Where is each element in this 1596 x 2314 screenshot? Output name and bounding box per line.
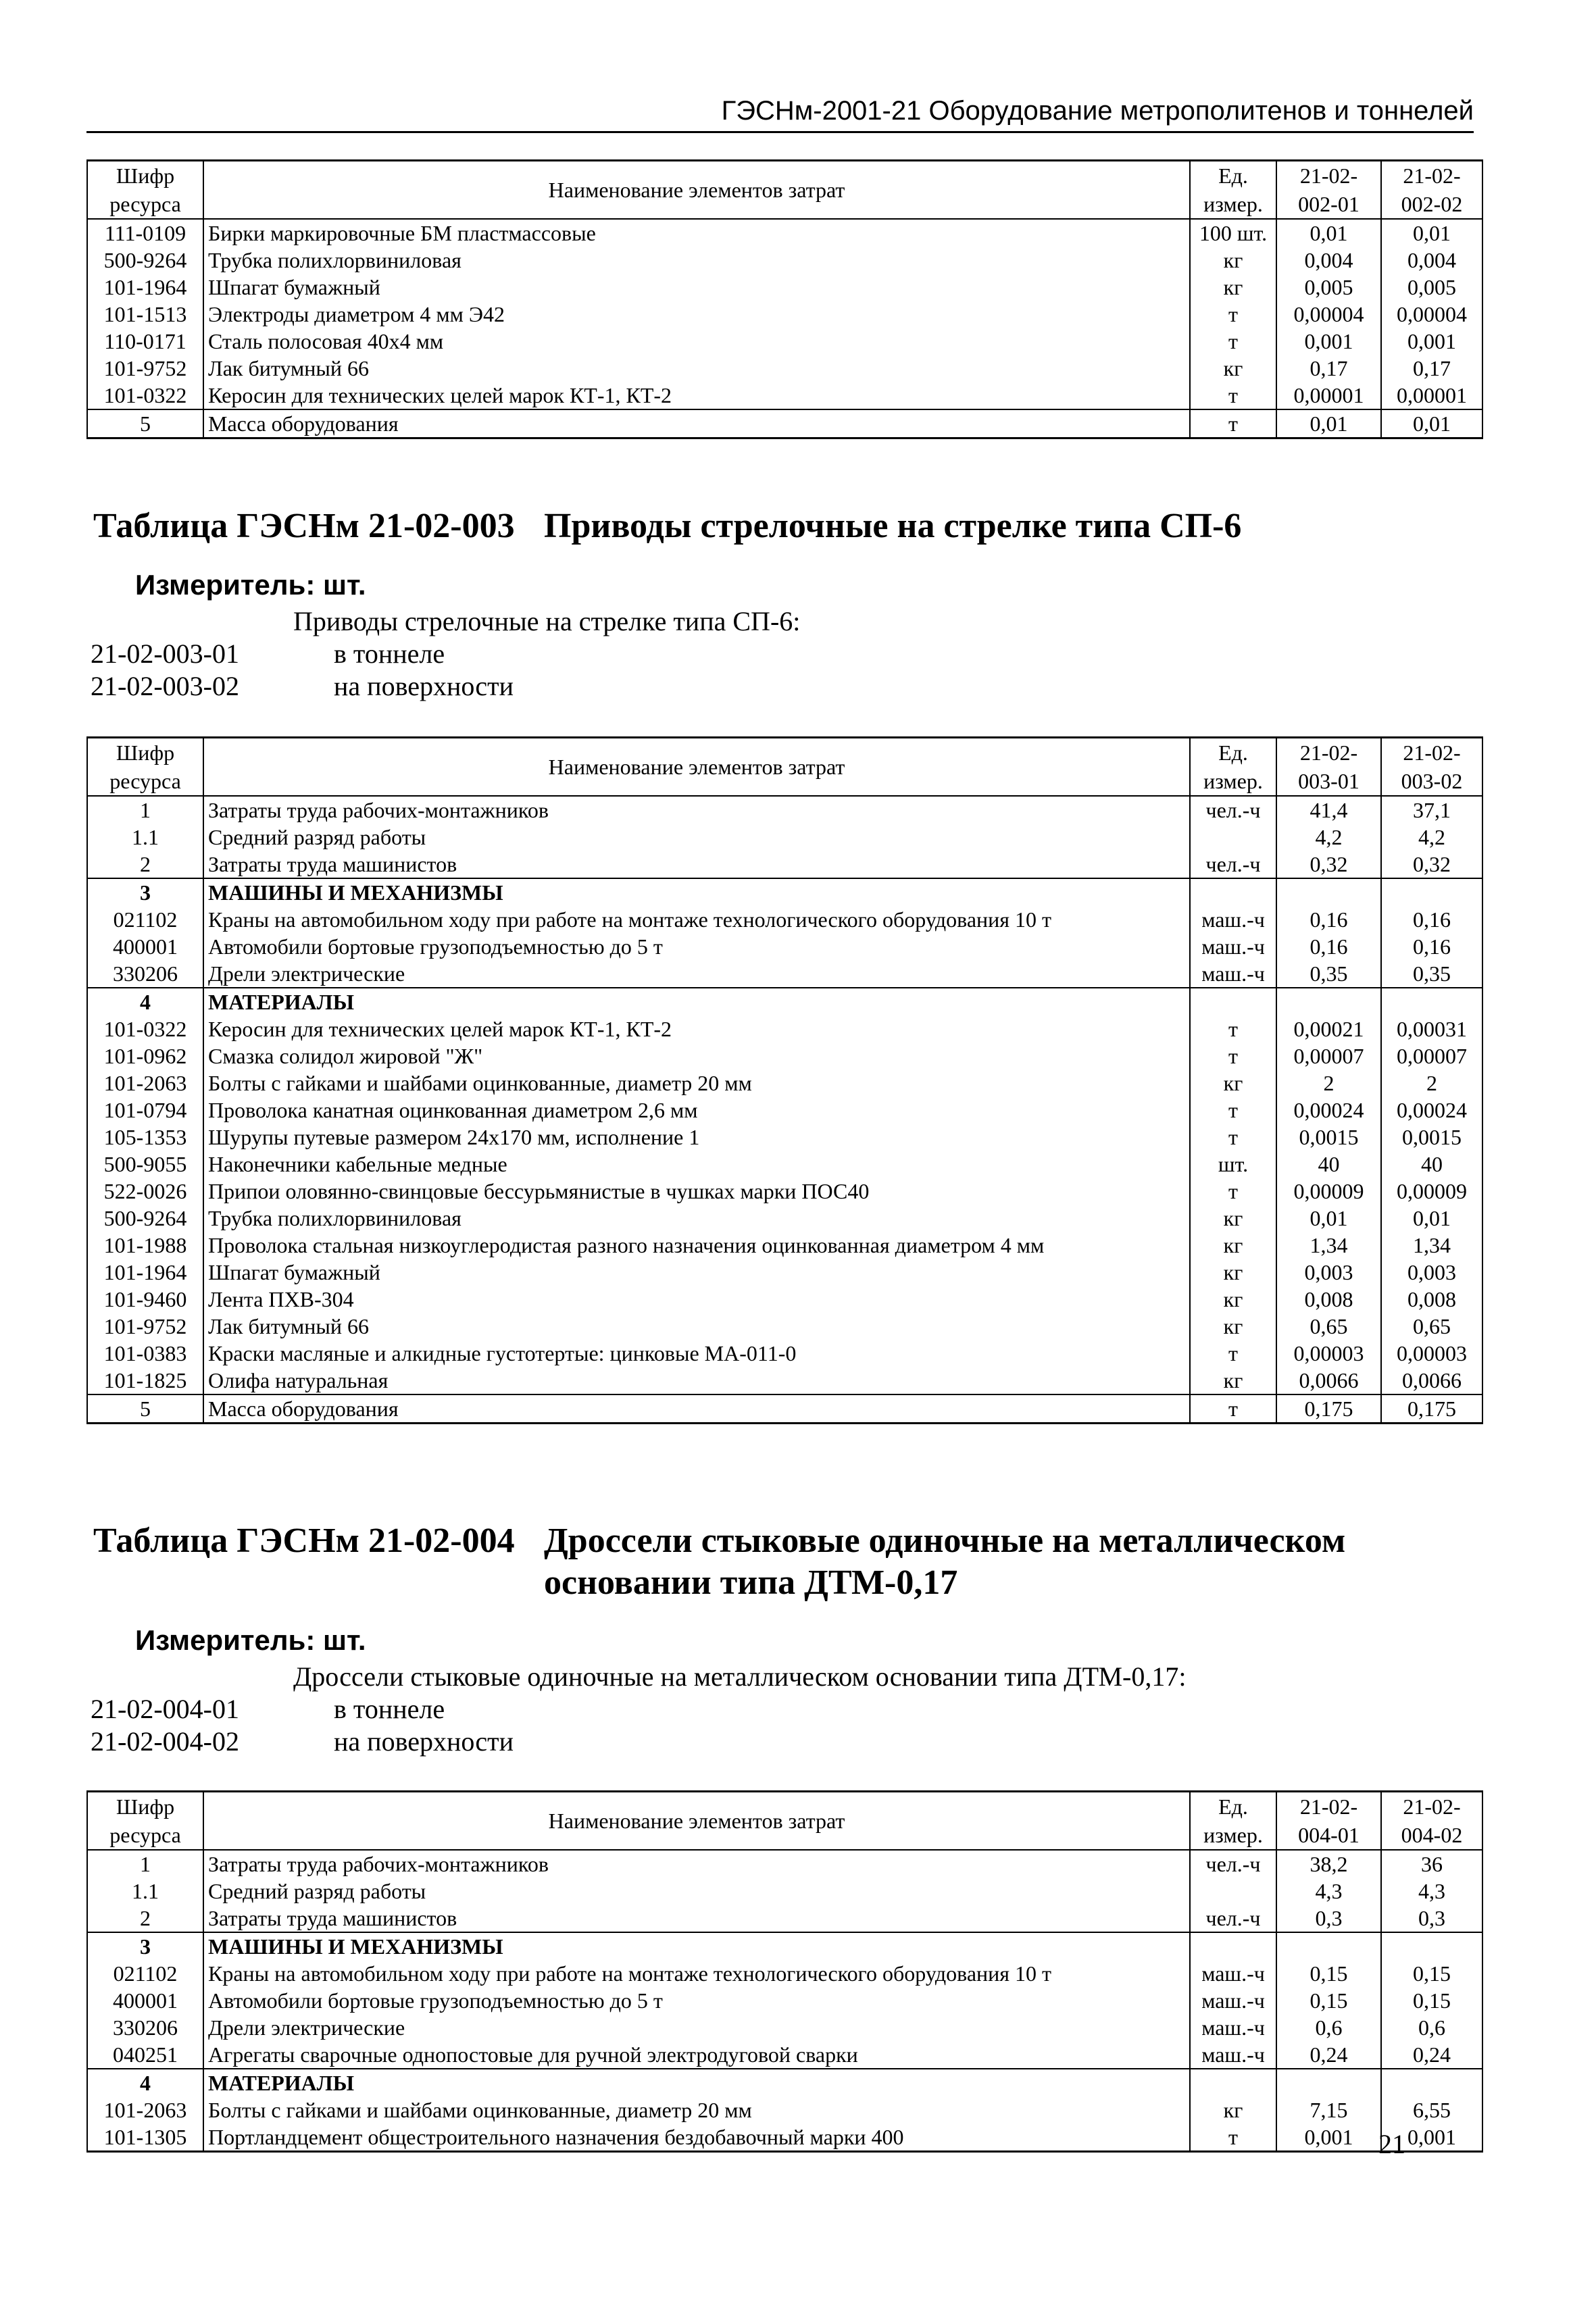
cell-name: Затраты труда машинистов — [203, 851, 1190, 878]
cell-code: 2 — [87, 851, 203, 878]
cell-variant-1 — [1276, 988, 1381, 1015]
cell-name: Проволока канатная оцинкованная диаметром 2,6 мм — [203, 1097, 1190, 1124]
cell-name: Дрели электрические — [203, 2014, 1190, 2041]
cell-variant-2: 0,01 — [1381, 219, 1482, 247]
cell-variant-2: 0,65 — [1381, 1313, 1482, 1340]
cell-unit: маш.-ч — [1190, 960, 1276, 988]
cell-code: 105-1353 — [87, 1124, 203, 1151]
table-header-row — [87, 161, 1482, 220]
cell-variant-2 — [1381, 1932, 1482, 1960]
table-row — [87, 1205, 1482, 1232]
cell-variant-2: 0,00031 — [1381, 1015, 1482, 1042]
cell-variant-2: 4,2 — [1381, 824, 1482, 851]
cell-variant-1: 1,34 — [1276, 1232, 1381, 1259]
col-header-variant-1: 21-02-003-01 — [1276, 738, 1381, 797]
table-row — [87, 1124, 1482, 1151]
cell-variant-1: 0,35 — [1276, 960, 1381, 988]
cell-variant-2 — [1381, 2069, 1482, 2096]
cell-name: Масса оборудования — [203, 1394, 1190, 1424]
cell-code: 101-1825 — [87, 1367, 203, 1394]
cell-unit: 100 шт. — [1190, 219, 1276, 247]
cell-variant-2: 0,01 — [1381, 409, 1482, 438]
cell-code: 110-0171 — [87, 328, 203, 355]
cell-unit: т — [1190, 1015, 1276, 1042]
cell-unit: маш.-ч — [1190, 1987, 1276, 2014]
cell-variant-1: 0,01 — [1276, 219, 1381, 247]
cell-variant-2: 0,6 — [1381, 2014, 1482, 2041]
cell-code: 4 — [87, 2069, 203, 2096]
cell-unit: т — [1190, 409, 1276, 438]
variant-item — [91, 1726, 514, 1758]
cell-name: Лак битумный 66 — [203, 355, 1190, 382]
table-row — [87, 1340, 1482, 1367]
cell-variant-2: 0,15 — [1381, 1987, 1482, 2014]
table-row — [87, 1070, 1482, 1097]
cell-variant-2: 0,004 — [1381, 247, 1482, 274]
cell-name: Шпагат бумажный — [203, 1259, 1190, 1286]
cell-variant-1: 0,16 — [1276, 906, 1381, 933]
section-title-21-02-003 — [93, 505, 1241, 547]
table-row — [87, 219, 1482, 247]
cell-name: Краски масляные и алкидные густотертые: цинковые МА-011-0 — [203, 1340, 1190, 1367]
cell-variant-2: 0,008 — [1381, 1286, 1482, 1313]
table-21-02-003 — [86, 736, 1483, 1424]
cell-code: 500-9264 — [87, 247, 203, 274]
table-header-row — [87, 738, 1482, 797]
col-header-name: Наименование элементов затрат — [203, 1792, 1190, 1851]
table-row — [87, 409, 1482, 438]
cell-unit: т — [1190, 1394, 1276, 1424]
cell-unit: чел.-ч — [1190, 851, 1276, 878]
cell-unit: т — [1190, 328, 1276, 355]
cell-unit: т — [1190, 2123, 1276, 2152]
cell-unit: т — [1190, 301, 1276, 328]
cell-code: 5 — [87, 409, 203, 438]
cell-unit: кг — [1190, 1367, 1276, 1394]
cell-name: Сталь полосовая 40х4 мм — [203, 328, 1190, 355]
cell-unit: кг — [1190, 1070, 1276, 1097]
cell-code: 101-1964 — [87, 274, 203, 301]
cell-variant-1: 0,00009 — [1276, 1178, 1381, 1205]
cell-variant-1: 0,175 — [1276, 1394, 1381, 1424]
cell-name: Смазка солидол жировой "Ж" — [203, 1042, 1190, 1070]
cell-variant-1: 0,00004 — [1276, 301, 1381, 328]
cell-unit — [1190, 824, 1276, 851]
page-header-title: ГЭСНм-2001-21 Оборудование метрополитенов и тоннелей — [721, 96, 1474, 126]
cell-variant-1: 0,16 — [1276, 933, 1381, 960]
cell-unit: кг — [1190, 1232, 1276, 1259]
cell-variant-2: 36 — [1381, 1850, 1482, 1878]
cell-code: 500-9264 — [87, 1205, 203, 1232]
cell-code: 101-9460 — [87, 1286, 203, 1313]
cell-name: Масса оборудования — [203, 409, 1190, 438]
cell-variant-1: 38,2 — [1276, 1850, 1381, 1878]
table-row — [87, 1367, 1482, 1394]
cell-code: 522-0026 — [87, 1178, 203, 1205]
col-header-variant-2: 21-02-004-02 — [1381, 1792, 1482, 1851]
cell-variant-2: 0,15 — [1381, 1960, 1482, 1987]
cell-unit: маш.-ч — [1190, 933, 1276, 960]
variant-code: 21-02-004-02 — [91, 1726, 239, 1757]
cell-variant-1: 4,3 — [1276, 1878, 1381, 1905]
table-row — [87, 247, 1482, 274]
table-row — [87, 1905, 1482, 1932]
cell-variant-2: 0,16 — [1381, 906, 1482, 933]
cell-code: 330206 — [87, 2014, 203, 2041]
variant-code: 21-02-003-01 — [91, 638, 239, 669]
cell-code: 4 — [87, 988, 203, 1015]
cell-variant-1: 0,003 — [1276, 1259, 1381, 1286]
variant-text: в тоннеле — [334, 1694, 445, 1724]
cell-variant-1: 0,01 — [1276, 409, 1381, 438]
cell-variant-1: 0,24 — [1276, 2041, 1381, 2069]
cell-variant-2: 0,24 — [1381, 2041, 1482, 2069]
cell-unit: кг — [1190, 355, 1276, 382]
cell-variant-1: 0,00024 — [1276, 1097, 1381, 1124]
cell-unit: т — [1190, 1178, 1276, 1205]
cell-unit: кг — [1190, 1205, 1276, 1232]
table-row — [87, 1097, 1482, 1124]
cell-name: Бирки маркировочные БМ пластмассовые — [203, 219, 1190, 247]
cell-variant-1: 0,15 — [1276, 1960, 1381, 1987]
table-row — [87, 2014, 1482, 2041]
cell-variant-1: 7,15 — [1276, 2096, 1381, 2123]
table-row — [87, 1232, 1482, 1259]
variant-text: на поверхности — [334, 1726, 514, 1757]
cell-variant-2: 0,01 — [1381, 1205, 1482, 1232]
cell-variant-1: 0,004 — [1276, 247, 1381, 274]
col-header-name: Наименование элементов затрат — [203, 161, 1190, 220]
page-number: 21 — [1378, 2129, 1405, 2159]
cell-name: Краны на автомобильном ходу при работе на монтаже технологического оборудования 10 т — [203, 1960, 1190, 1987]
cell-code: 101-1305 — [87, 2123, 203, 2152]
col-header-variant-1: 21-02-004-01 — [1276, 1792, 1381, 1851]
cell-variant-1 — [1276, 878, 1381, 906]
table-row — [87, 960, 1482, 988]
table-row — [87, 2041, 1482, 2069]
cell-variant-1: 0,00003 — [1276, 1340, 1381, 1367]
cell-code: 330206 — [87, 960, 203, 988]
cell-name: МАТЕРИАЛЫ — [203, 988, 1190, 1015]
table-row — [87, 1850, 1482, 1878]
cell-name: МАТЕРИАЛЫ — [203, 2069, 1190, 2096]
cell-code: 101-2063 — [87, 2096, 203, 2123]
cell-code: 101-0322 — [87, 1015, 203, 1042]
col-header-unit: Ед. измер. — [1190, 738, 1276, 797]
table-row — [87, 301, 1482, 328]
variant-item — [91, 670, 514, 703]
cell-variant-1: 0,00007 — [1276, 1042, 1381, 1070]
cell-code: 101-0794 — [87, 1097, 203, 1124]
cell-code: 1.1 — [87, 1878, 203, 1905]
section-title-21-02-004 — [93, 1520, 1346, 1602]
cell-name: Трубка полихлорвиниловая — [203, 247, 1190, 274]
cell-name: Шурупы путевые размером 24х170 мм, исполнение 1 — [203, 1124, 1190, 1151]
cell-variant-1: 0,3 — [1276, 1905, 1381, 1932]
cell-name: Краны на автомобильном ходу при работе на монтаже технологического оборудования 10 т — [203, 906, 1190, 933]
cell-variant-2: 0,00009 — [1381, 1178, 1482, 1205]
variant-code: 21-02-004-01 — [91, 1694, 239, 1724]
cell-unit: т — [1190, 382, 1276, 409]
cell-code: 040251 — [87, 2041, 203, 2069]
cell-name: Электроды диаметром 4 мм Э42 — [203, 301, 1190, 328]
cell-variant-2: 0,16 — [1381, 933, 1482, 960]
cell-code: 021102 — [87, 906, 203, 933]
cell-code: 101-1513 — [87, 301, 203, 328]
table-row — [87, 1015, 1482, 1042]
table-row — [87, 2069, 1482, 2096]
variants-intro: Дроссели стыковые одиночные на металлическом основании типа ДТМ-0,17: — [293, 1661, 1187, 1692]
cell-variant-2: 0,0066 — [1381, 1367, 1482, 1394]
cell-variant-1: 0,32 — [1276, 851, 1381, 878]
section-title: Приводы стрелочные на стрелке типа СП-6 — [544, 507, 1242, 545]
cell-variant-2: 6,55 — [1381, 2096, 1482, 2123]
measure-unit: Измеритель: шт. — [135, 1624, 366, 1656]
cell-variant-2: 0,00003 — [1381, 1340, 1482, 1367]
cell-variant-1: 0,01 — [1276, 1205, 1381, 1232]
variant-item — [91, 1693, 445, 1726]
col-header-code: Шифр ресурса — [87, 1792, 203, 1851]
table-row — [87, 1987, 1482, 2014]
cell-unit: т — [1190, 1340, 1276, 1367]
table-row — [87, 1042, 1482, 1070]
cell-unit — [1190, 1878, 1276, 1905]
cell-variant-1: 41,4 — [1276, 796, 1381, 824]
cell-unit: т — [1190, 1124, 1276, 1151]
table-row — [87, 851, 1482, 878]
col-header-code: Шифр ресурса — [87, 161, 203, 220]
table-row — [87, 1259, 1482, 1286]
cell-variant-2: 0,35 — [1381, 960, 1482, 988]
cell-variant-1 — [1276, 2069, 1381, 2096]
table-row — [87, 274, 1482, 301]
cell-unit: кг — [1190, 1313, 1276, 1340]
table-row — [87, 2123, 1482, 2152]
cell-variant-2: 0,001 — [1381, 328, 1482, 355]
cell-unit: кг — [1190, 274, 1276, 301]
cell-name: Лак битумный 66 — [203, 1313, 1190, 1340]
cell-name: Болты с гайками и шайбами оцинкованные, диаметр 20 мм — [203, 1070, 1190, 1097]
cell-name: Агрегаты сварочные однопостовые для ручной электродуговой сварки — [203, 2041, 1190, 2069]
cell-variant-2: 0,3 — [1381, 1905, 1482, 1932]
section-title-line-1: Дроссели стыковые одиночные на металлическом — [544, 1521, 1346, 1560]
cell-unit: маш.-ч — [1190, 906, 1276, 933]
col-header-unit: Ед. измер. — [1190, 1792, 1276, 1851]
cell-unit — [1190, 878, 1276, 906]
cell-code: 500-9055 — [87, 1151, 203, 1178]
col-header-variant-2: 21-02-003-02 — [1381, 738, 1482, 797]
cell-name: Олифа натуральная — [203, 1367, 1190, 1394]
cell-unit — [1190, 2069, 1276, 2096]
cell-name: Средний разряд работы — [203, 1878, 1190, 1905]
cell-code: 101-1988 — [87, 1232, 203, 1259]
cell-name: Наконечники кабельные медные — [203, 1151, 1190, 1178]
cell-code: 101-1964 — [87, 1259, 203, 1286]
table-row — [87, 1932, 1482, 1960]
cell-unit — [1190, 988, 1276, 1015]
cell-unit: чел.-ч — [1190, 796, 1276, 824]
table-21-02-004 — [86, 1790, 1483, 2153]
cell-name: Портландцемент общестроительного назначения бездобавочный марки 400 — [203, 2123, 1190, 2152]
table-row — [87, 1151, 1482, 1178]
variant-item — [91, 638, 445, 670]
cell-name: Припои оловянно-свинцовые бессурьмянистые в чушках марки ПОС40 — [203, 1178, 1190, 1205]
cell-unit: маш.-ч — [1190, 1960, 1276, 1987]
cell-name: Затраты труда машинистов — [203, 1905, 1190, 1932]
table-row — [87, 328, 1482, 355]
cell-code: 101-0322 — [87, 382, 203, 409]
table-row — [87, 2096, 1482, 2123]
variants-intro: Приводы стрелочные на стрелке типа СП-6: — [293, 606, 801, 636]
cell-variant-1: 0,17 — [1276, 355, 1381, 382]
section-code: Таблица ГЭСНм 21-02-004 — [93, 1521, 515, 1560]
col-header-name: Наименование элементов затрат — [203, 738, 1190, 797]
cell-unit: чел.-ч — [1190, 1905, 1276, 1932]
cell-variant-1 — [1276, 1932, 1381, 1960]
cell-unit: т — [1190, 1042, 1276, 1070]
cell-variant-2: 0,003 — [1381, 1259, 1482, 1286]
table-row — [87, 1960, 1482, 1987]
variant-text: на поверхности — [334, 671, 514, 701]
cell-code: 101-9752 — [87, 1313, 203, 1340]
col-header-unit: Ед. измер. — [1190, 161, 1276, 220]
cell-variant-1: 0,00021 — [1276, 1015, 1381, 1042]
cell-variant-2: 0,32 — [1381, 851, 1482, 878]
cell-unit — [1190, 1932, 1276, 1960]
cell-name: Болты с гайками и шайбами оцинкованные, диаметр 20 мм — [203, 2096, 1190, 2123]
cell-code: 1 — [87, 796, 203, 824]
cell-name: Автомобили бортовые грузоподъемностью до 5 т — [203, 933, 1190, 960]
col-header-variant-1: 21-02-002-01 — [1276, 161, 1381, 220]
cell-variant-1: 0,00001 — [1276, 382, 1381, 409]
cell-code: 021102 — [87, 1960, 203, 1987]
table-row — [87, 355, 1482, 382]
section-title-line-2: основании типа ДТМ-0,17 — [544, 1563, 958, 1602]
cell-code: 400001 — [87, 933, 203, 960]
cell-name: Трубка полихлорвиниловая — [203, 1205, 1190, 1232]
cell-variant-1: 0,6 — [1276, 2014, 1381, 2041]
table-row — [87, 1313, 1482, 1340]
col-header-code: Шифр ресурса — [87, 738, 203, 797]
cell-code: 111-0109 — [87, 219, 203, 247]
cell-name: Проволока стальная низкоуглеродистая разного назначения оцинкованная диаметром 4 мм — [203, 1232, 1190, 1259]
measure-unit: Измеритель: шт. — [135, 569, 366, 601]
cell-name: Шпагат бумажный — [203, 274, 1190, 301]
cell-variant-1: 0,15 — [1276, 1987, 1381, 2014]
cell-variant-1: 0,0066 — [1276, 1367, 1381, 1394]
table-row — [87, 1178, 1482, 1205]
cell-variant-2: 0,17 — [1381, 355, 1482, 382]
cell-variant-1: 40 — [1276, 1151, 1381, 1178]
cell-variant-2: 0,175 — [1381, 1394, 1482, 1424]
cell-variant-1: 0,001 — [1276, 328, 1381, 355]
cell-variant-1: 4,2 — [1276, 824, 1381, 851]
cell-variant-2 — [1381, 878, 1482, 906]
cell-code: 101-0962 — [87, 1042, 203, 1070]
cell-unit: шт. — [1190, 1151, 1276, 1178]
variant-text: в тоннеле — [334, 638, 445, 669]
cell-code: 5 — [87, 1394, 203, 1424]
table-row — [87, 1394, 1482, 1424]
cell-code: 1.1 — [87, 824, 203, 851]
cell-code: 3 — [87, 878, 203, 906]
cell-name: Затраты труда рабочих-монтажников — [203, 796, 1190, 824]
cell-variant-1: 0,005 — [1276, 274, 1381, 301]
cell-name: МАШИНЫ И МЕХАНИЗМЫ — [203, 1932, 1190, 1960]
cell-variant-2: 0,00007 — [1381, 1042, 1482, 1070]
cell-variant-2: 0,005 — [1381, 274, 1482, 301]
cell-code: 101-2063 — [87, 1070, 203, 1097]
table-21-02-002 — [86, 159, 1483, 439]
cell-name: Керосин для технических целей марок КТ-1, КТ-2 — [203, 1015, 1190, 1042]
cell-variant-1: 2 — [1276, 1070, 1381, 1097]
cell-name: Затраты труда рабочих-монтажников — [203, 1850, 1190, 1878]
cell-variant-1: 0,008 — [1276, 1286, 1381, 1313]
table-row — [87, 906, 1482, 933]
cell-code: 400001 — [87, 1987, 203, 2014]
table-row — [87, 796, 1482, 824]
cell-variant-2: 0,001 — [1381, 2123, 1482, 2152]
col-header-variant-2: 21-02-002-02 — [1381, 161, 1482, 220]
cell-name: Керосин для технических целей марок КТ-1, КТ-2 — [203, 382, 1190, 409]
cell-unit: кг — [1190, 1286, 1276, 1313]
table-header-row — [87, 1792, 1482, 1851]
cell-variant-2: 4,3 — [1381, 1878, 1482, 1905]
cell-variant-2: 0,0015 — [1381, 1124, 1482, 1151]
variant-code: 21-02-003-02 — [91, 671, 239, 701]
cell-unit: кг — [1190, 2096, 1276, 2123]
cell-unit: маш.-ч — [1190, 2014, 1276, 2041]
table-row — [87, 933, 1482, 960]
cell-variant-2: 1,34 — [1381, 1232, 1482, 1259]
cell-variant-2: 2 — [1381, 1070, 1482, 1097]
cell-variant-1: 0,0015 — [1276, 1124, 1381, 1151]
table-row — [87, 824, 1482, 851]
section-code: Таблица ГЭСНм 21-02-003 — [93, 507, 515, 545]
cell-variant-1: 0,001 — [1276, 2123, 1381, 2152]
cell-unit: кг — [1190, 247, 1276, 274]
cell-unit: маш.-ч — [1190, 2041, 1276, 2069]
cell-variant-2 — [1381, 988, 1482, 1015]
cell-name: Дрели электрические — [203, 960, 1190, 988]
table-row — [87, 878, 1482, 906]
cell-variant-2: 37,1 — [1381, 796, 1482, 824]
cell-unit: т — [1190, 1097, 1276, 1124]
cell-unit: кг — [1190, 1259, 1276, 1286]
cell-variant-2: 0,00024 — [1381, 1097, 1482, 1124]
table-row — [87, 382, 1482, 409]
cell-code: 101-0383 — [87, 1340, 203, 1367]
cell-name: Лента ПХВ-304 — [203, 1286, 1190, 1313]
cell-code: 3 — [87, 1932, 203, 1960]
cell-code: 2 — [87, 1905, 203, 1932]
cell-code: 1 — [87, 1850, 203, 1878]
table-row — [87, 988, 1482, 1015]
cell-unit: чел.-ч — [1190, 1850, 1276, 1878]
cell-variant-2: 0,00001 — [1381, 382, 1482, 409]
page-header — [86, 93, 1474, 133]
table-row — [87, 1286, 1482, 1313]
cell-variant-2: 0,00004 — [1381, 301, 1482, 328]
cell-variant-1: 0,65 — [1276, 1313, 1381, 1340]
cell-code: 101-9752 — [87, 355, 203, 382]
cell-name: Средний разряд работы — [203, 824, 1190, 851]
cell-name: МАШИНЫ И МЕХАНИЗМЫ — [203, 878, 1190, 906]
table-row — [87, 1878, 1482, 1905]
cell-name: Автомобили бортовые грузоподъемностью до 5 т — [203, 1987, 1190, 2014]
cell-variant-2: 40 — [1381, 1151, 1482, 1178]
